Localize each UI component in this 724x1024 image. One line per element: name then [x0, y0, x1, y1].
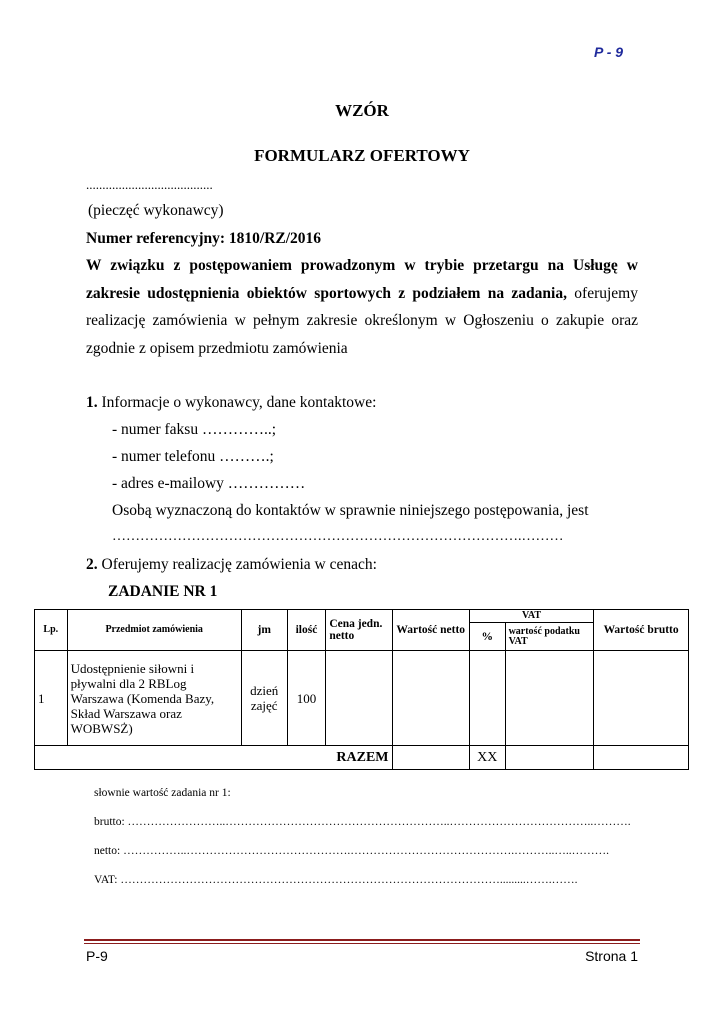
phone-line: - numer telefonu ……….;	[112, 448, 274, 465]
section2-heading-text: Oferujemy realizację zamówienia w cenach:	[97, 556, 377, 573]
header-vat-amount: wartość podatku VAT	[505, 623, 594, 651]
words-gross: brutto: ……………………..…………………………………………………..………………………………..……….	[94, 816, 631, 828]
words-vat: VAT: ……………………………………………………………………………………….........…….…….	[94, 874, 578, 886]
header-vat: VAT	[469, 610, 593, 623]
section2-heading	[86, 556, 377, 574]
contact-person-line: Osobą wyznaczoną do kontaktów w sprawnie niniejszego postępowania, jest	[112, 502, 589, 519]
footer-rule-thin	[84, 943, 640, 944]
contact-person-dots: …………………………………………………………………………….………	[112, 529, 564, 544]
document-title-wzor: WZÓR	[335, 101, 389, 120]
section1-heading-text: Informacje o wykonawcy, dane kontaktowe:	[97, 394, 377, 411]
row-vat-amount	[505, 651, 594, 746]
intro-normal: oferujemy realizację zamówienia w pełnym zakresie określonym w Ogłoszeniu o zakupie oraz zgodnie z opisem przedmiotu zamówienia	[86, 284, 638, 357]
document-title-form: FORMULARZ OFERTOWY	[254, 146, 470, 165]
stamp-dots: .......................................	[86, 177, 213, 192]
row-subject: Udostępnienie siłowni i pływalni dla 2 RBLog Warszawa (Komenda Bazy, Skład Warszawa oraz WOBWSŻ)	[67, 651, 241, 746]
offer-table	[34, 609, 689, 770]
header-unit-price: Cena jedn. netto	[326, 610, 392, 651]
header-net-value: Wartość netto	[392, 610, 469, 651]
fax-line: - numer faksu …………..;	[112, 421, 277, 438]
words-net: netto: ……………..…………………………………….…………………………………….………..…..……….	[94, 845, 609, 857]
stamp-label: (pieczęć wykonawcy)	[88, 202, 224, 219]
row-vat-percent	[469, 651, 505, 746]
header-qty: ilość	[287, 610, 326, 651]
header-gross-value: Wartość brutto	[594, 610, 689, 651]
intro-bold: W związku z postępowaniem prowadzonym w trybie przetargu na Usługę w zakresie udostępnienia obiektów sportowych z podziałem na zadania,	[86, 257, 638, 302]
total-gross-value	[594, 746, 689, 770]
page-code: P - 9	[594, 44, 624, 60]
intro-paragraph	[86, 252, 638, 362]
footer-code: P-9	[86, 948, 108, 964]
row-lp: 1	[35, 651, 68, 746]
section2-number: 2.	[86, 556, 98, 573]
total-label: RAZEM	[35, 746, 393, 770]
section1-number: 1.	[86, 394, 98, 411]
section1-heading	[86, 394, 376, 412]
row-gross-value	[594, 651, 689, 746]
total-net-value	[392, 746, 469, 770]
header-jm: jm	[241, 610, 287, 651]
total-vat-amount	[505, 746, 594, 770]
row-qty: 100	[287, 651, 326, 746]
row-net-value	[392, 651, 469, 746]
row-jm: dzień zajęć	[241, 651, 287, 746]
words-heading: słownie wartość zadania nr 1:	[94, 787, 231, 799]
footer-rule	[84, 939, 640, 941]
header-lp: Lp.	[35, 610, 68, 651]
total-vat-percent: XX	[469, 746, 505, 770]
row-unit-price	[326, 651, 392, 746]
footer-page-number: Strona 1	[585, 948, 638, 964]
reference-number: Numer referencyjny: 1810/RZ/2016	[86, 230, 322, 247]
task-heading: ZADANIE NR 1	[108, 583, 218, 600]
header-subject: Przedmiot zamówienia	[67, 610, 241, 651]
header-vat-percent: %	[469, 623, 505, 651]
email-line: - adres e-mailowy ……………	[112, 475, 306, 492]
